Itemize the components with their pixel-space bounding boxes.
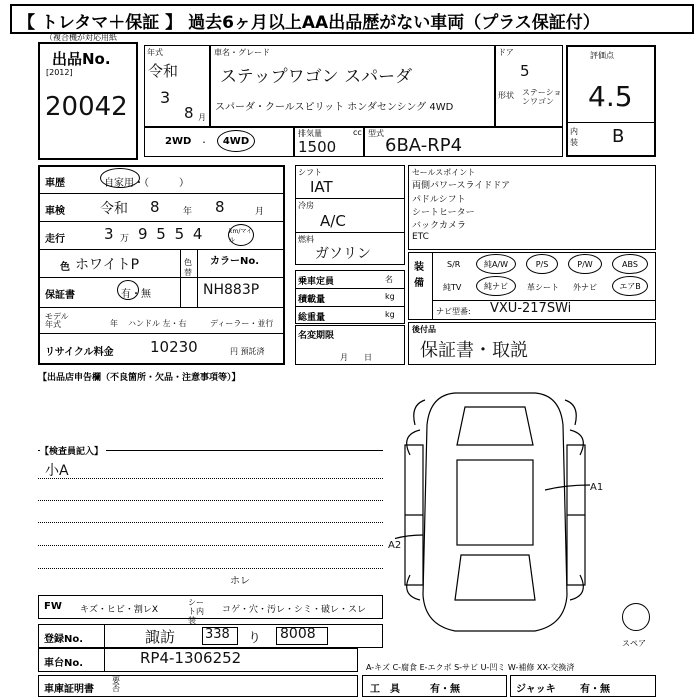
fw-annotation: ホレ — [230, 576, 250, 587]
registration-class: 338 — [205, 627, 230, 642]
shape-label: 形状 — [498, 91, 514, 100]
ac-value: A/C — [320, 212, 346, 230]
gross-label: 総重量 — [298, 313, 326, 323]
fuel-value: ガソリン — [315, 246, 371, 262]
damage-legend: A-キズ C-腐食 E-エクボ S-サビ U-凹ミ W-補修 XX-交換済 — [366, 663, 575, 672]
row-line-3 — [38, 249, 285, 250]
model-label: 車名・グレード — [214, 48, 270, 57]
mileage-unit: km/マイル — [229, 228, 253, 244]
mark-a2: A2 — [388, 540, 402, 551]
history-label: 車歴 — [45, 178, 65, 189]
recycle-unit: 円 預託済 — [230, 347, 265, 356]
recycle-amount: 10230 — [150, 338, 198, 356]
color-change-label: 色替 — [184, 258, 192, 277]
inspection-month-unit: 月 — [255, 207, 265, 217]
equip-ext-navi: 外ナビ — [573, 283, 597, 292]
navi-label: ナビ型番: — [436, 307, 471, 316]
registration-number: 8008 — [280, 626, 316, 642]
doors: 5 — [520, 62, 530, 80]
equip-navi: 純ナビ — [484, 281, 508, 291]
sub-note: （複合機が対応用紙 — [45, 33, 117, 42]
jack-label: ジャッキ — [516, 684, 556, 695]
model-year-unit: 年 — [110, 319, 118, 328]
month-unit: 月 — [198, 113, 206, 122]
door-label: ドア — [498, 48, 514, 57]
drive-separator: ・ — [200, 138, 208, 147]
gross-unit: kg — [385, 310, 395, 319]
shift-value: IAT — [310, 178, 333, 196]
tools-value: 有・無 — [430, 684, 460, 695]
name-change-label: 名変期限 — [298, 331, 335, 341]
registration-divider — [104, 624, 105, 648]
color-label: 色 — [60, 262, 70, 273]
equip-tv: 純TV — [443, 283, 462, 292]
drive-2wd: 2WD — [165, 136, 192, 147]
notes-section: 【出品店申告欄（不良箇所・欠品・注意事項等）】 — [38, 373, 241, 383]
load-label: 積載量 — [298, 295, 326, 305]
equipment-label: 装備 — [414, 262, 424, 289]
registration-kana: り — [248, 631, 262, 646]
color-code-label: カラーNo. — [210, 256, 260, 267]
sales-point-4: バックカメラ — [412, 221, 467, 231]
color-code-divider — [197, 249, 198, 307]
mileage-digits: 9 5 5 4 — [138, 225, 205, 243]
lot-number: 20042 — [45, 92, 128, 122]
car-diagram — [395, 385, 595, 640]
registration-label: 登録No. — [44, 634, 84, 645]
spare-tire — [622, 603, 650, 631]
jack-value: 有・無 — [580, 684, 610, 695]
sales-point-1: 両側パワースライドドア — [412, 181, 511, 191]
attachments-label: 後付品 — [412, 325, 436, 334]
equip-navi-circle — [476, 276, 516, 296]
interior-label: 内装 — [570, 127, 578, 147]
row-line-4 — [38, 277, 285, 278]
row-line-1 — [38, 193, 285, 194]
load-unit: kg — [385, 292, 395, 301]
fw-seat-label: シート内装 — [188, 598, 204, 625]
sales-point-2: パドルシフト — [412, 195, 466, 205]
inspector-line-4 — [38, 545, 383, 546]
month-value: 8 — [184, 104, 194, 122]
row-line-2 — [38, 221, 285, 222]
inspector-section: 【検査員記入】 — [40, 444, 106, 457]
inspector-note: 小A — [45, 463, 69, 479]
type-code: 6BA-RP4 — [385, 135, 463, 156]
warranty-label: 保証書 — [45, 290, 75, 301]
drive-4wd: 4WD — [222, 135, 250, 147]
color-code: NH883P — [203, 282, 260, 298]
recycle-label: リサイクル料金 — [45, 347, 114, 358]
row-line-5 — [38, 307, 285, 308]
equip-airbag-circle — [612, 276, 648, 296]
cert-label: 車庫証明書 — [44, 684, 94, 695]
drive-4wd-circle — [217, 130, 255, 152]
ac-divider — [295, 232, 405, 233]
lot-label: 出品No. — [52, 50, 111, 68]
capacity-line-2 — [295, 306, 405, 307]
chassis-divider — [104, 648, 105, 672]
model-name: ステップワゴン スパーダ — [220, 67, 413, 87]
attachments-value: 保証書・取説 — [420, 340, 528, 361]
equipment-divider — [432, 252, 433, 320]
seats-unit: 名 — [385, 275, 393, 284]
year-stamp: [2012] — [46, 68, 73, 77]
mileage-man: 3 — [104, 225, 114, 243]
inspector-line-1 — [38, 478, 383, 479]
history-options: 自家用・（ ） — [104, 178, 189, 189]
spare-label: スペア — [622, 639, 646, 648]
fw-label: FW — [44, 601, 62, 612]
equip-aw: 純A/W — [483, 259, 509, 269]
equip-ps-circle — [526, 254, 558, 274]
equip-abs: ABS — [622, 259, 638, 269]
equip-abs-circle — [612, 254, 648, 274]
grade: スパーダ・クールスピリット ホンダセンシング 4WD — [215, 102, 454, 113]
shift-label: シフト — [298, 168, 322, 177]
era: 令和 — [148, 62, 179, 80]
inspector-line-2 — [38, 500, 383, 501]
interior-grade: B — [612, 126, 625, 147]
color-value: ホワイトP — [75, 257, 140, 273]
row-line-6 — [38, 333, 285, 334]
inspection-year: 8 — [150, 198, 160, 216]
equip-ps: P/S — [535, 259, 549, 269]
inspection-label: 車検 — [45, 206, 65, 217]
inspector-line-5 — [38, 568, 383, 569]
color-divider — [180, 249, 181, 307]
equip-pw: P/W — [577, 259, 593, 269]
shift-divider — [295, 198, 405, 199]
displacement-label: 排気量 — [298, 129, 322, 138]
model-year-label: モデル年式 — [45, 312, 69, 329]
registration-region: 諏訪 — [145, 628, 176, 646]
sales-point-3: シートヒーター — [412, 208, 475, 218]
equip-leather: 革シート — [527, 283, 559, 292]
mileage-man-unit: 万 — [120, 234, 130, 244]
equip-sr: S/R — [447, 260, 461, 269]
shape: ステーションワゴン — [522, 88, 562, 106]
chassis-label: 車台No. — [44, 658, 84, 669]
equip-aw-circle — [476, 254, 516, 274]
inspection-year-unit: 年 — [183, 207, 193, 217]
model-dealer: ディーラー・並行 — [210, 319, 274, 328]
tools-label: 工 具 — [370, 684, 400, 695]
chassis-value: RP4-1306252 — [140, 649, 242, 667]
sales-point-5: ETC — [412, 232, 429, 242]
fuel-label: 燃料 — [298, 235, 314, 244]
type-label: 型式 — [368, 129, 384, 138]
mileage-unit-circle — [228, 224, 254, 246]
fw-items: キズ・ヒビ・割レX — [80, 605, 158, 615]
score: 4.5 — [588, 80, 633, 113]
navi-model: VXU-217SWi — [490, 301, 572, 316]
year-label: 年式 — [147, 48, 163, 57]
seats-label: 乗車定員 — [298, 277, 335, 287]
model-handle: ハンドル 左・右 — [128, 319, 187, 328]
sales-points-label: セールスポイント — [412, 168, 476, 177]
banner-text: 【 トレタマ＋保証 】 過去6ヶ月以上AA出品歴がない車両（プラス保証付） — [18, 13, 600, 33]
ac-label: 冷房 — [298, 201, 314, 210]
inspector-line-3 — [38, 522, 383, 523]
year-value: 3 — [160, 88, 171, 107]
mark-a1: A1 — [590, 482, 604, 493]
displacement: 1500 — [298, 138, 337, 156]
mileage-label: 走行 — [45, 234, 65, 245]
cert-option: 要否 — [112, 676, 120, 693]
equip-pw-circle — [568, 254, 602, 274]
inspection-era: 令和 — [100, 201, 128, 217]
score-divider — [566, 122, 656, 123]
displacement-unit: cc — [353, 128, 362, 137]
name-change-unit: 月 日 — [340, 353, 372, 362]
capacity-line-1 — [295, 288, 405, 289]
warranty-value: 有・無 — [121, 289, 151, 300]
fw-items2: コゲ・穴・汚レ・シミ・破レ・スレ — [222, 605, 367, 615]
score-label: 評価点 — [590, 51, 614, 60]
inspection-month: 8 — [215, 198, 225, 216]
equip-airbag: エアB — [619, 281, 641, 291]
